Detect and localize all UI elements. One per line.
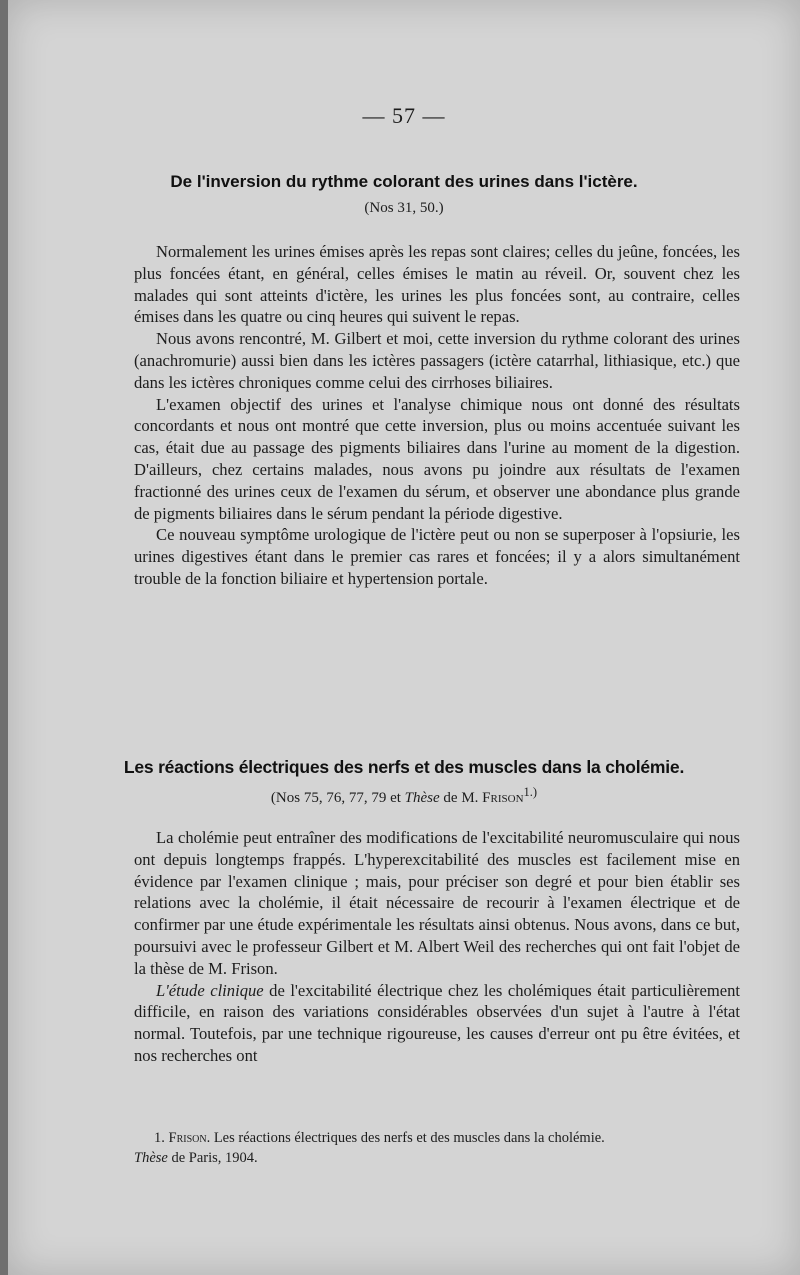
footnote-text2: de Paris, 1904. bbox=[167, 1150, 258, 1166]
ref-name: Frison bbox=[482, 790, 524, 806]
section-reference: (Nos 31, 50.) bbox=[364, 200, 444, 216]
paragraph: L'examen objectif des urines et l'analyse chimique nous ont donné des résultats concordants et nous ont montré que cette inversion, plus ou moins accentuée suivant les cas, était due au passage des pigments biliaires dans l'urine au moment de la digestion. D'ailleurs, chez certains malades, nous avons pu joindre aux résultats de l'examen fractionné des urines ceux de l'examen du sérum, et observer une abondance plus grande de pigments biliaires dans le sérum pendant la période digestive. bbox=[134, 394, 740, 523]
section-body-reactions bbox=[134, 827, 740, 1067]
page-number: — 57 — bbox=[362, 103, 446, 128]
paragraph-rest: de l'excitabilité électrique chez les cholémiques était particulièrement difficile, en raison des variations considérables observées d'un sujet à l'autre à l'état normal. Toutefois, par une technique rigoureuse, les causes d'erreur ont pu être évitées, et nos recherches ont bbox=[134, 980, 741, 1065]
section-title-reactions: Les réactions électriques des nerfs et des muscles dans la cholémie. bbox=[123, 757, 685, 777]
section-reference bbox=[8, 785, 800, 807]
paragraph: Normalement les urines émises après les repas sont claires; celles du jeûne, foncées, les plus foncées étant, en général, celles émises le matin au réveil. Or, souvent chez les malades qui sont atteints d'ictère, les urines les plus foncées sont, au contraire, celles émises dans les quatre ou cinq heures qui suivent le repas. bbox=[134, 242, 740, 327]
section-title-inversion: De l'inversion du rythme colorant des urines dans l'ictère. bbox=[170, 172, 638, 191]
footnote-author: Frison bbox=[168, 1130, 207, 1146]
ref-de: de M. bbox=[439, 790, 483, 806]
paragraph: Nous avons rencontré, M. Gilbert et moi, cette inversion du rythme colorant des urines (anachromurie) aussi bien dans les ictères passagers (ictère catarrhal, lithiasique, etc.) que dans les ictères chroniques comme celui des cirrhoses biliaires. bbox=[134, 329, 740, 392]
footnote-number: 1. bbox=[154, 1130, 169, 1146]
ref-prefix: (Nos 75, 76, 77, 79 et bbox=[270, 790, 405, 806]
ref-these: Thèse bbox=[404, 790, 440, 806]
paragraph bbox=[134, 980, 740, 1067]
footnote bbox=[134, 1128, 740, 1168]
emphasis: L'étude clinique bbox=[156, 980, 264, 1000]
footnote-text: . Les réactions électriques des nerfs et des muscles dans la cholémie. bbox=[206, 1130, 605, 1146]
footnote-these: Thèse bbox=[134, 1150, 168, 1166]
paragraph: La cholémie peut entraîner des modifications de l'excitabilité neuromusculaire qui nous ont depuis longtemps frappés. L'hyperexcitabilité des muscles est facilement mise en évidence par l'examen clinique ; mais, pour préciser son degré et pour bien établir ses relations avec la cholémie, il était nécessaire de recourir à l'examen électrique et de confirmer par une étude expérimentale les résultats ainsi obtenus. Nous avons, dans ce but, poursuivi avec le professeur Gilbert et M. Albert Weil des recherches qui ont fait l'objet de la thèse de M. Frison. bbox=[134, 828, 740, 978]
section-body-inversion bbox=[134, 241, 740, 590]
document-page bbox=[8, 0, 800, 1275]
ref-suffix: 1.) bbox=[523, 785, 538, 799]
paragraph: Ce nouveau symptôme urologique de l'ictère peut ou non se superposer à l'opsiurie, les urines digestives étant dans le premier cas rares et foncées; il y a alors simultanément trouble de la fonction biliaire et hypertension portale. bbox=[134, 525, 740, 588]
